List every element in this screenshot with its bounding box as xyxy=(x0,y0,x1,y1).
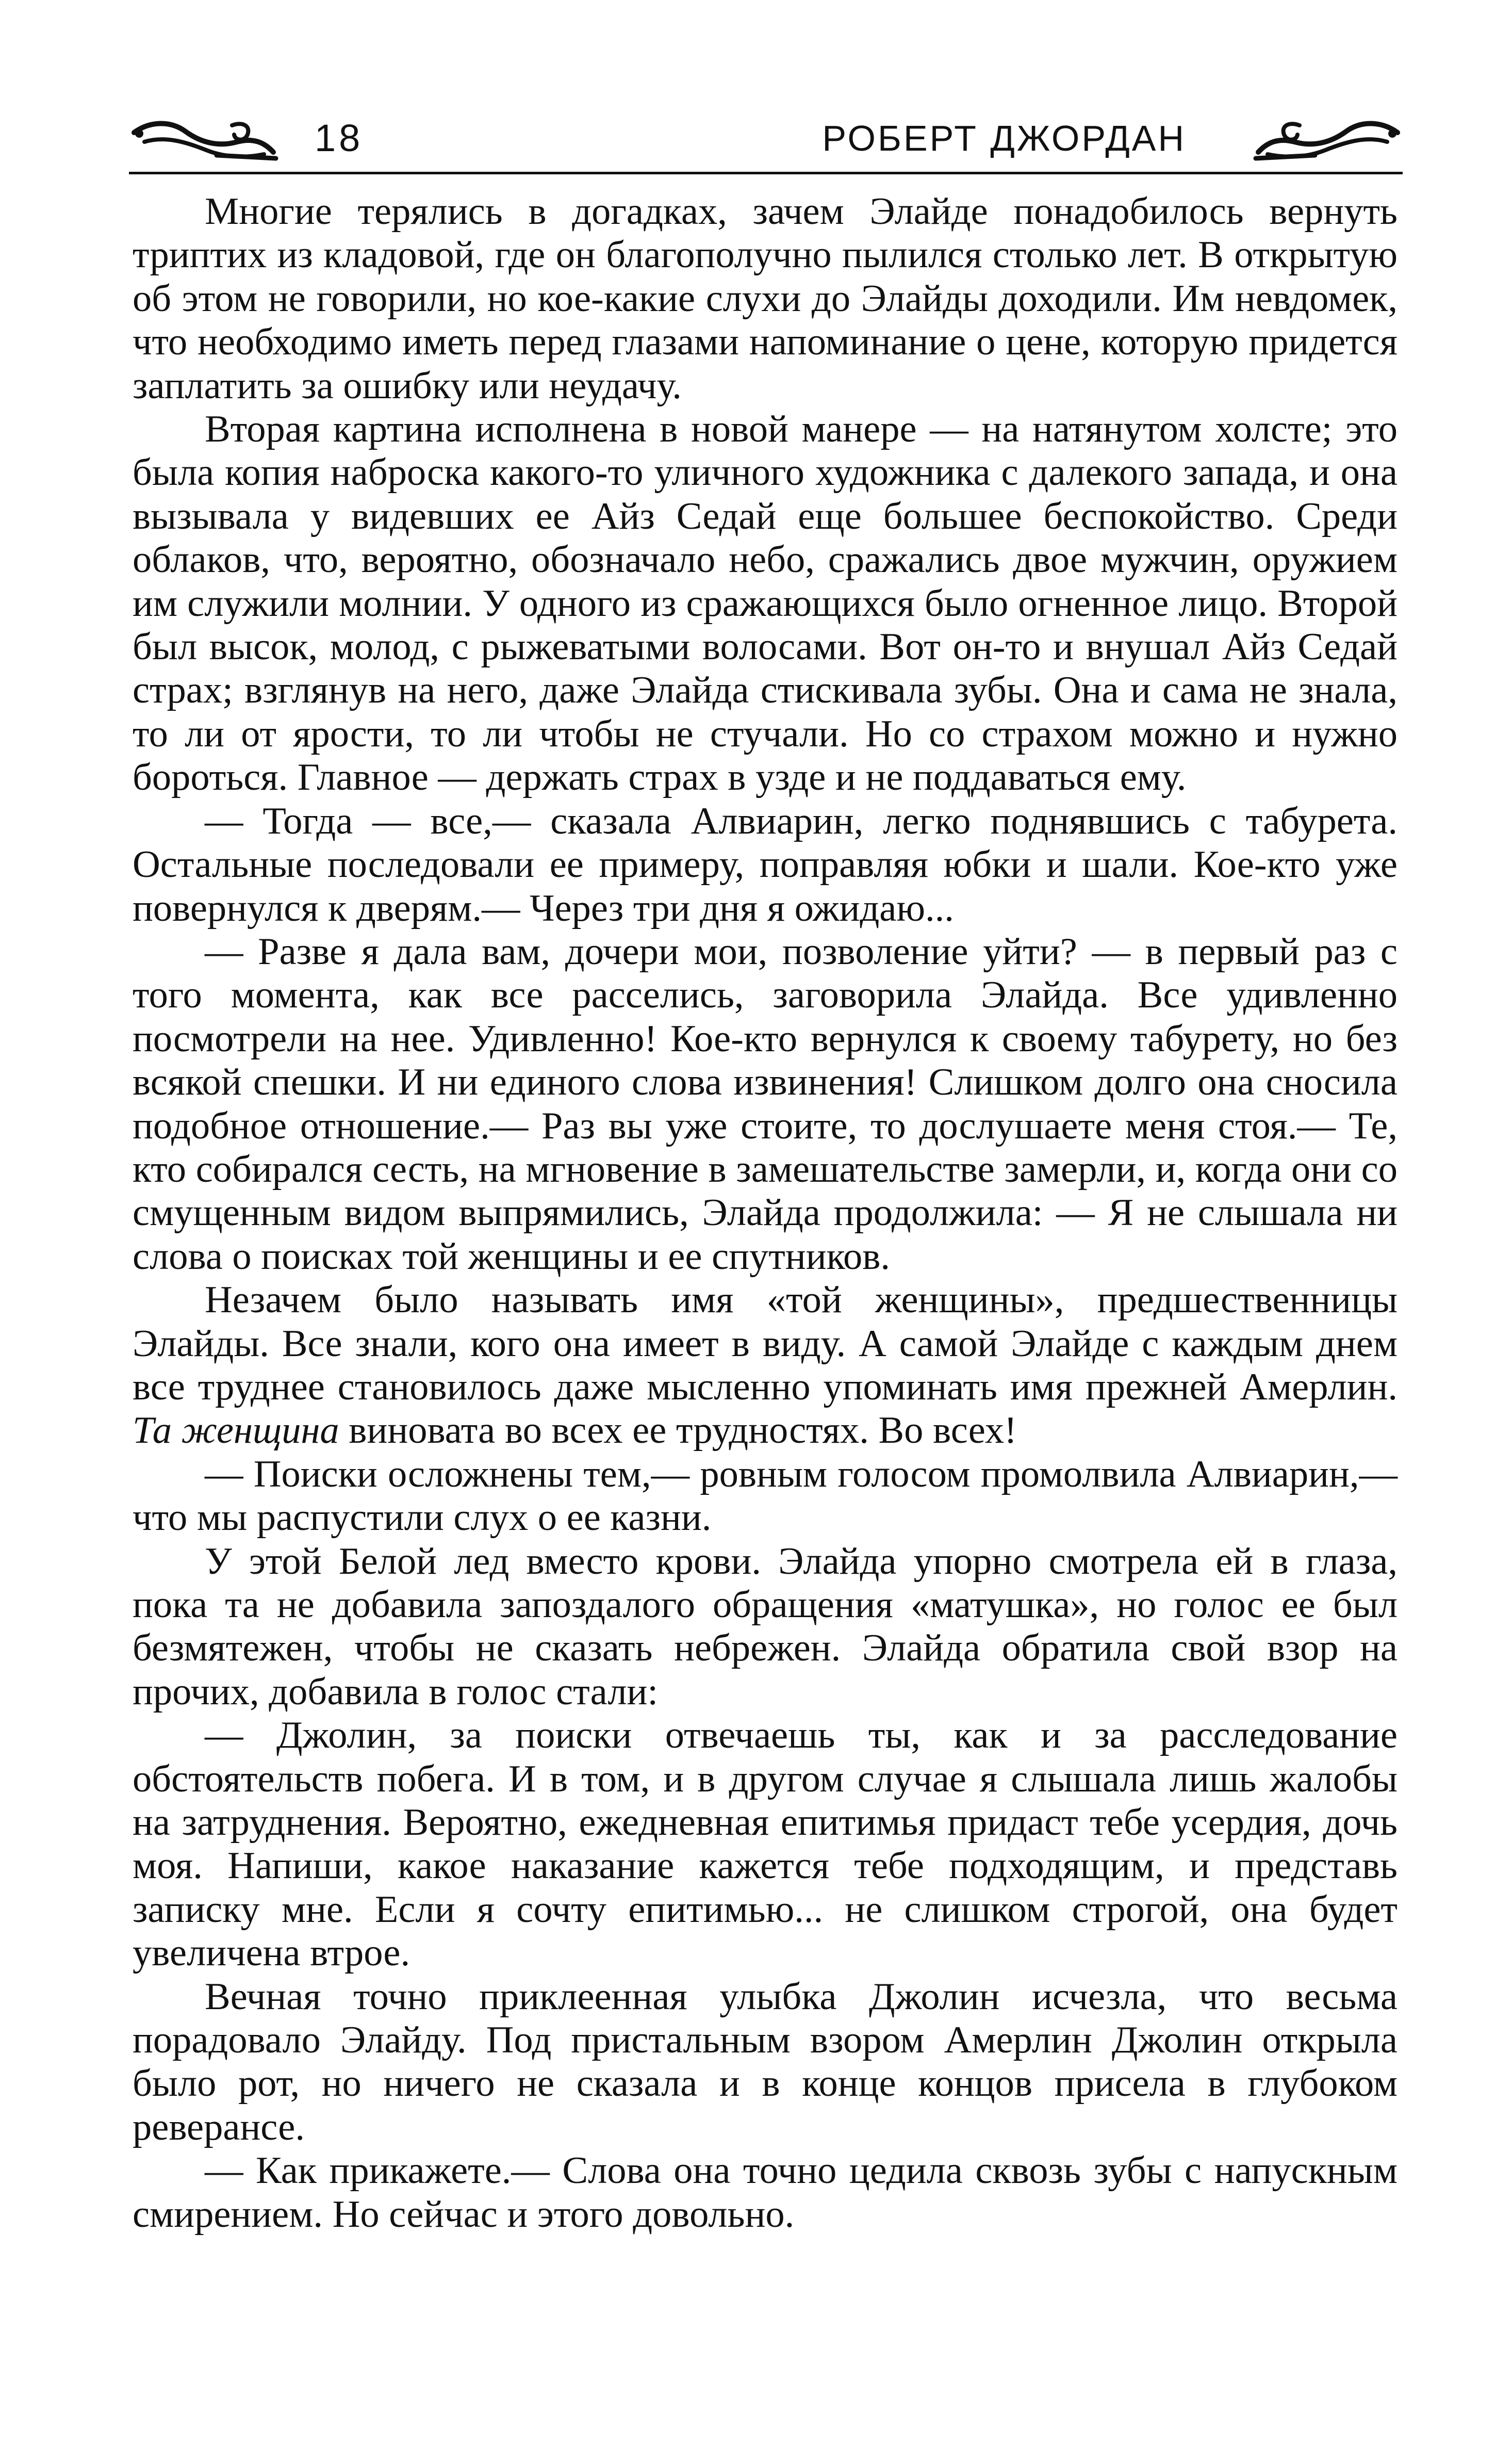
italic-phrase: Та женщина xyxy=(133,1409,339,1452)
paragraph-text: виновата во всех ее трудностях. Во всех! xyxy=(339,1409,1017,1452)
paragraph: — Разве я дала вам, дочери мои, позволение уйти? — в первый раз с того момента, как все расселись, заговорила Элайда. Все удивленно посмотрели на нее. Удивленно! Кое-кто вернулся к своему табурету, но без всякой спешки. И ни единого слова извинения! Слишком долго она сносила подобное отношение.— Раз вы уже стоите, то дослушаете меня стоя.— Те, кто собирался сесть, на мгновение в замешательстве замерли, и, когда они со смущенным видом выпрямились, Элайда продолжила: — Я не слышала ни слова о поисках той женщины и ее спутников. xyxy=(133,930,1398,1278)
paragraph: У этой Белой лед вместо крови. Элайда упорно смотрела ей в глаза, пока та не добавила запоздалого обращения «матушка», но голос ее был безмятежен, чтобы не сказать небрежен. Элайда обратила свой взор на прочих, добавила в голос стали: xyxy=(133,1540,1398,1713)
paragraph: Вечная точно приклеенная улыбка Джолин исчезла, что весьма порадовало Элайду. Под пристальным взором Амерлин Джолин открыла было рот, но ничего не сказала и в конце концов присела в глубоком реверансе. xyxy=(133,1975,1398,2148)
paragraph: — Поиски осложнены тем,— ровным голосом промолвила Алвиарин,— что мы распустили слух о ее казни. xyxy=(133,1453,1398,1539)
paragraph: — Джолин, за поиски отвечаешь ты, как и за расследование обстоятельств побега. И в том, и в другом случае я слышала лишь жалобы на затруднения. Вероятно, ежедневная епитимья придаст тебе усердия, дочь моя. Напиши, какое наказание кажется тебе подходящим, и представь записку мне. Если я сочту епитимью... не слишком строгой, она будет увеличена втрое. xyxy=(133,1714,1398,1975)
paragraph-text: Незачем было называть имя «той женщины», предшественницы Элайды. Все знали, кого она имеет в виду. А самой Элайде с каждым днем все труднее становилось даже мысленно упоминать имя прежней Амерлин. xyxy=(133,1279,1398,1408)
running-header xyxy=(129,111,1403,178)
page-number: 18 xyxy=(315,117,364,159)
paragraph xyxy=(133,1278,1398,1453)
paragraph: — Как прикажете.— Слова она точно цедила сквозь зубы с напускным смирением. Но сейчас и этого довольно. xyxy=(133,2149,1398,2236)
paragraph: Вторая картина исполнена в новой манере — на натянутом холсте; это была копия наброска какого-то уличного художника с далекого запада, и она вызывала у видевших ее Айз Седай еще большее беспокойство. Среди облаков, что, вероятно, обозначало небо, сражались двое мужчин, оружием им служили молнии. У одного из сражающихся было огненное лицо. Второй был высок, молод, с рыжеватыми волосами. Вот он-то и внушал Айз Седай страх; взглянув на него, даже Элайда стискивала зубы. Она и сама не знала, то ли от ярости, то ли чтобы не стучали. Но со страхом можно и нужно бороться. Главное — держать страх в узде и не поддаваться ему. xyxy=(133,408,1398,799)
decorative-flourish-right-icon xyxy=(1253,111,1403,168)
body-text xyxy=(133,190,1398,2236)
paragraph: Многие терялись в догадках, зачем Элайде понадобилось вернуть триптих из кладовой, где он благополучно пылился столько лет. В открытую об этом не говорили, но кое-какие слухи до Элайды доходили. Им невдомек, что необходимо иметь перед глазами напоминание о цене, которую придется заплатить за ошибку или неудачу. xyxy=(133,190,1398,407)
running-title: РОБЕРТ ДЖОРДАН xyxy=(822,118,1186,158)
decorative-flourish-left-icon xyxy=(129,111,278,168)
header-rule xyxy=(129,172,1403,174)
paragraph: — Тогда — все,— сказала Алвиарин, легко поднявшись с табурета. Остальные последовали ее примеру, поправляя юбки и шали. Кое-кто уже повернулся к дверям.— Через три дня я ожидаю... xyxy=(133,800,1398,930)
